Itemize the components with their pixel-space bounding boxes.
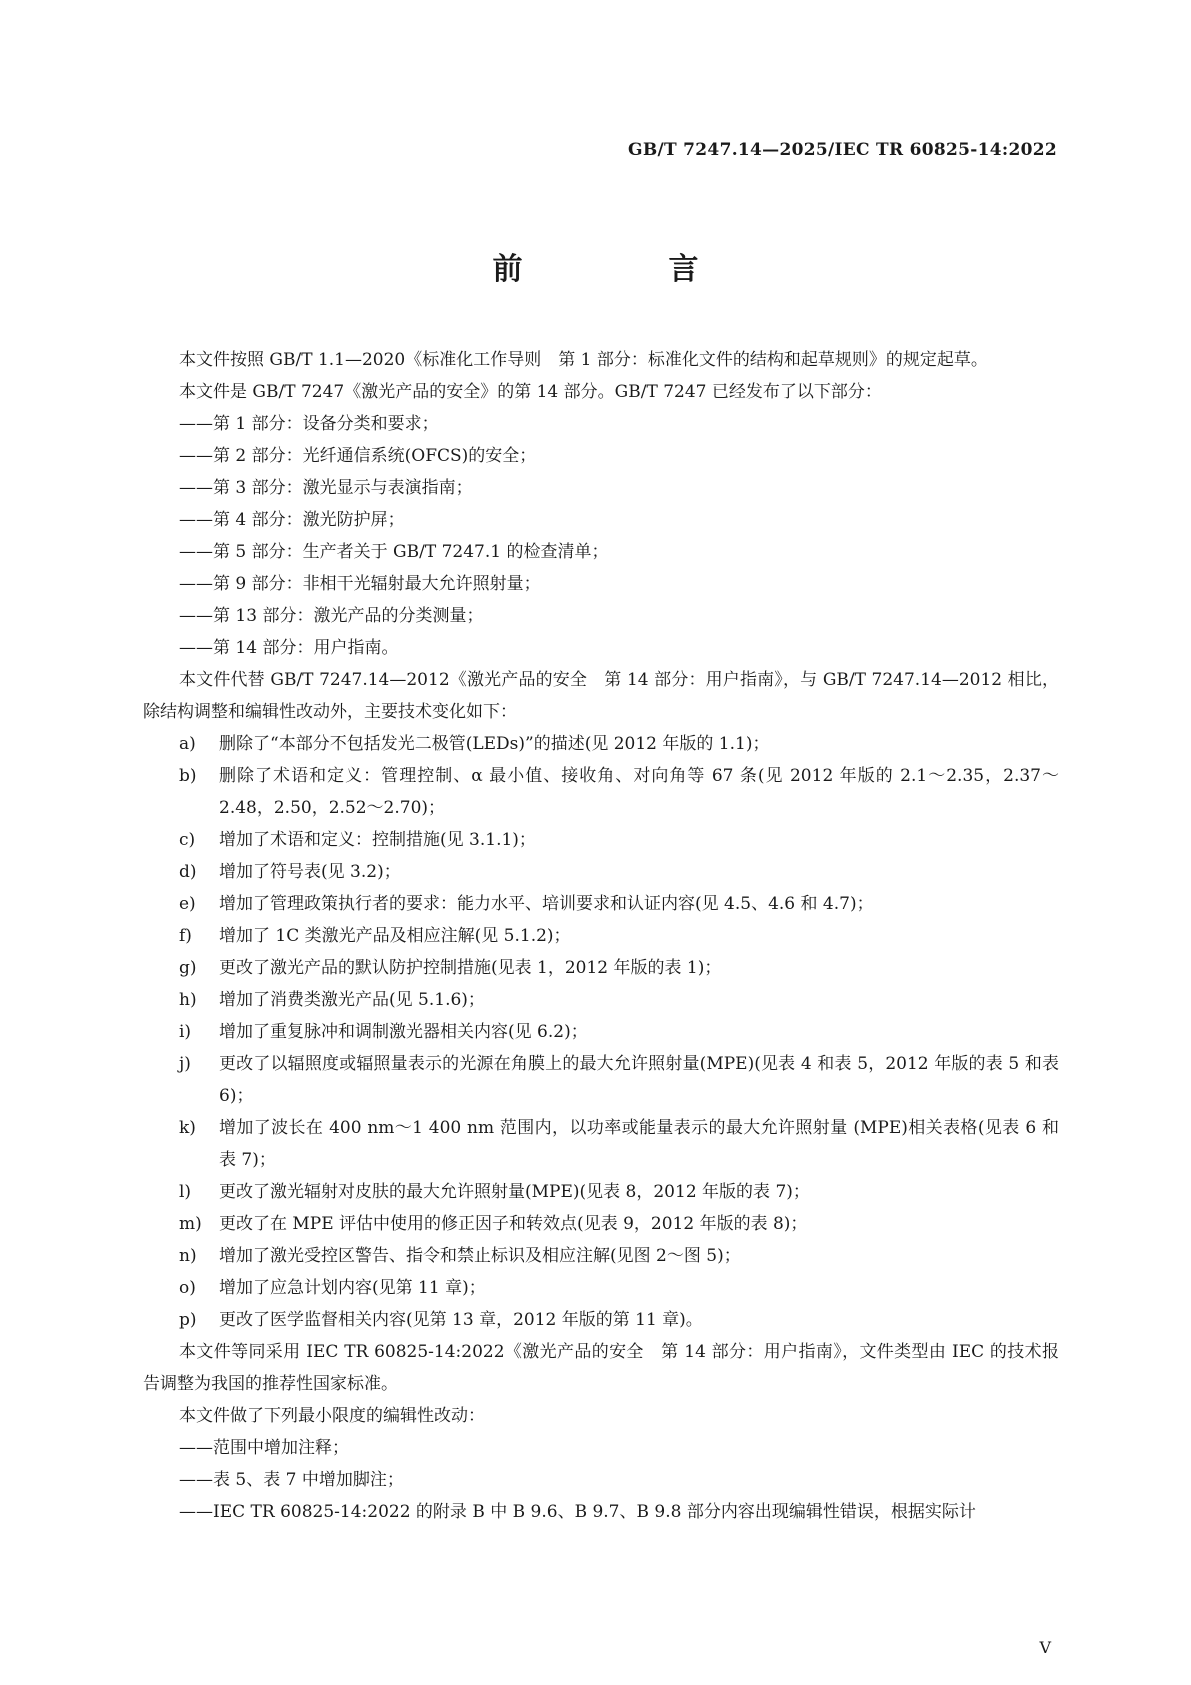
item-text: 增加了应急计划内容(见第 11 章)； [219,1278,486,1298]
list-item [143,952,1059,984]
item-text: 更改了在 MPE 评估中使用的修正因子和转效点(见表 9，2012 年版的表 8)； [219,1214,808,1234]
item-text: 增加了重复脉冲和调制激光器相关内容(见 6.2)； [219,1022,588,1042]
parts-list [143,408,1059,664]
item-text: 删除了“本部分不包括发光二极管(LEDs)”的描述(见 2012 年版的 1.1)； [219,734,770,754]
list-item: ——第 1 部分：设备分类和要求； [179,414,439,434]
item-marker: o) [179,1278,196,1298]
item-marker: a) [179,734,196,754]
item-marker: i) [179,1022,192,1042]
list-item [143,856,1059,888]
item-marker: m) [179,1214,202,1234]
item-text: 增加了符号表(见 3.2)； [219,862,401,882]
item-text: 增加了波长在 400 nm～1 400 nm 范围内，以功率或能量表示的最大允许照射量 (MPE)相关表格(见表 6 和表 7)； [219,1118,1059,1170]
list-item [143,728,1059,760]
list-item [143,1240,1059,1272]
item-text: 增加了 1C 类激光产品及相应注解(见 5.1.2)； [219,926,571,946]
document-body [143,344,1059,1528]
item-marker: f) [179,926,192,946]
list-item: ——第 9 部分：非相干光辐射最大允许照射量； [179,574,541,594]
list-item: ——第 4 部分：激光防护屏； [179,510,405,530]
item-marker: h) [179,990,197,1010]
item-text: 更改了医学监督相关内容(见第 13 章，2012 年版的第 11 章)。 [219,1310,703,1330]
paragraph-editorial-intro: 本文件做了下列最小限度的编辑性改动： [179,1406,485,1426]
list-item [143,920,1059,952]
paragraph-series-intro: 本文件是 GB/T 7247《激光产品的安全》的第 14 部分。GB/T 7247 已经发布了以下部分： [179,382,882,402]
list-item [143,1176,1059,1208]
list-item: ——第 14 部分：用户指南。 [179,638,399,658]
technical-changes-list [143,728,1059,1336]
page-title: 前 言 [492,252,757,287]
item-marker: n) [179,1246,197,1266]
list-item: ——第 2 部分：光纤通信系统(OFCS)的安全； [179,446,537,466]
list-item [143,984,1059,1016]
editorial-changes-list [143,1432,1059,1528]
list-item [143,1048,1059,1112]
item-marker: l) [179,1182,192,1202]
item-text: 更改了激光产品的默认防护控制措施(见表 1，2012 年版的表 1)； [219,958,722,978]
item-text: 更改了以辐照度或辐照量表示的光源在角膜上的最大允许照射量(MPE)(见表 4 和表 5，2012 年版的表 5 和表 6)； [219,1054,1059,1106]
list-item: ——IEC TR 60825-14:2022 的附录 B 中 B 9.6、B 9.7、B 9.8 部分内容出现编辑性错误，根据实际计 [179,1502,976,1522]
item-text: 增加了消费类激光产品(见 5.1.6)； [219,990,485,1010]
list-item: ——第 13 部分：激光产品的分类测量； [179,606,484,626]
item-text: 增加了管理政策执行者的要求：能力水平、培训要求和认证内容(见 4.5、4.6 和 4.7)； [219,894,874,914]
list-item [143,1272,1059,1304]
item-text: 更改了激光辐射对皮肤的最大允许照射量(MPE)(见表 8，2012 年版的表 7)； [219,1182,810,1202]
list-item: ——范围中增加注释； [179,1438,349,1458]
item-marker: p) [179,1310,197,1330]
list-item [143,1304,1059,1336]
item-marker: d) [179,862,197,882]
paragraph-replaces: 本文件代替 GB/T 7247.14—2012《激光产品的安全 第 14 部分：用户指南》，与 GB/T 7247.14—2012 相比，除结构调整和编辑性改动外，主要技术变化如下： [143,670,1059,722]
item-text: 增加了术语和定义：控制措施(见 3.1.1)； [219,830,536,850]
list-item: ——第 5 部分：生产者关于 GB/T 7247.1 的检查清单； [179,542,609,562]
item-text: 删除了术语和定义：管理控制、α 最小值、接收角、对向角等 67 条(见 2012 年版的 2.1～2.35，2.37～2.48，2.50，2.52～2.70)； [219,766,1059,818]
list-item [143,1112,1059,1176]
item-marker: k) [179,1118,196,1138]
item-marker: e) [179,894,196,914]
list-item: ——表 5、表 7 中增加脚注； [179,1470,404,1490]
list-item [143,760,1059,824]
list-item: ——第 3 部分：激光显示与表演指南； [179,478,473,498]
item-marker: j) [179,1054,191,1074]
page-number: V [1039,1638,1051,1657]
list-item [143,1208,1059,1240]
item-marker: g) [179,958,197,978]
standard-number: GB/T 7247.14—2025/IEC TR 60825-14:2022 [628,140,1057,160]
item-marker: c) [179,830,196,850]
list-item [143,824,1059,856]
item-marker: b) [179,766,197,786]
paragraph-equivalence: 本文件等同采用 IEC TR 60825-14:2022《激光产品的安全 第 14 部分：用户指南》，文件类型由 IEC 的技术报告调整为我国的推荐性国家标准。 [143,1342,1059,1394]
paragraph-drafting-rules: 本文件按照 GB/T 1.1—2020《标准化工作导则 第 1 部分：标准化文件的结构和起草规则》的规定起草。 [179,350,988,370]
list-item [143,888,1059,920]
item-text: 增加了激光受控区警告、指令和禁止标识及相应注解(见图 2～图 5)； [219,1246,741,1266]
list-item [143,1016,1059,1048]
